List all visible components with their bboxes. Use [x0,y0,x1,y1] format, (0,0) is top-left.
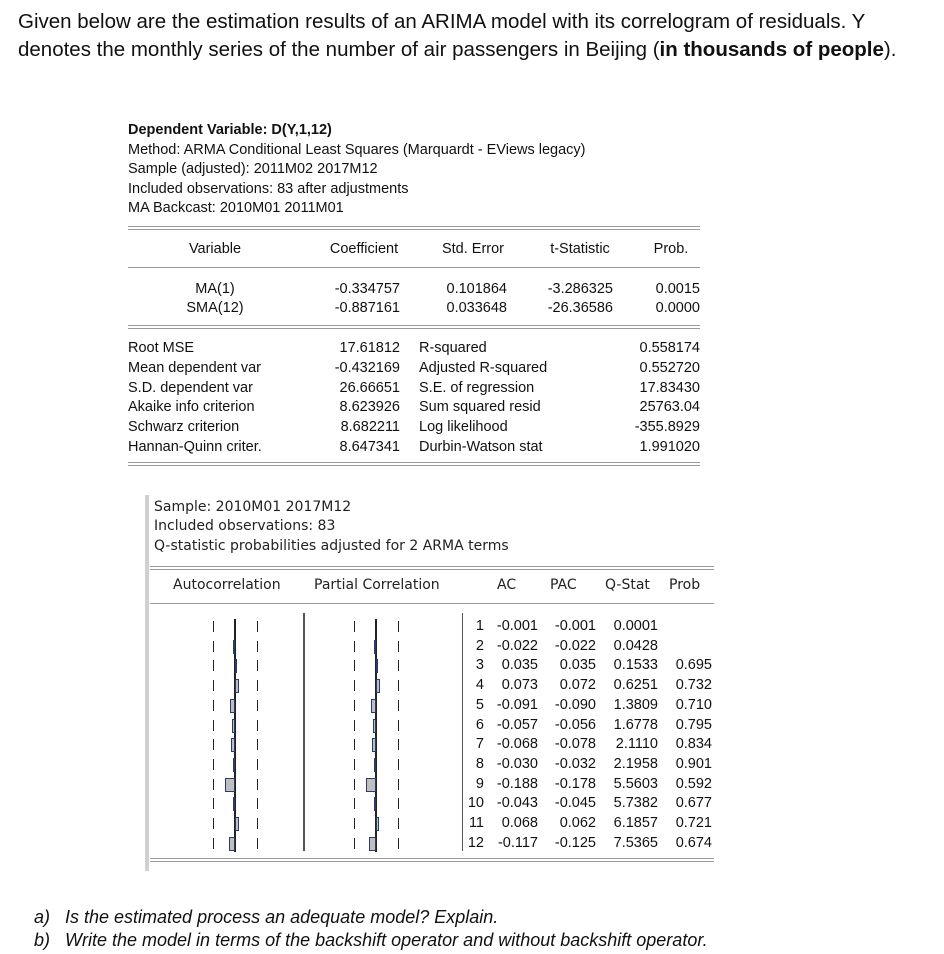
corr-prob: 0.674 [675,834,712,851]
confidence-bound-tick [213,680,214,691]
table-rule-top [128,226,700,227]
corr-ac: -0.188 [496,775,538,792]
confidence-bound-tick [398,779,399,790]
stat-label: Durbin-Watson stat [419,439,543,455]
corr-qstat: 0.0428 [613,637,658,654]
confidence-bound-tick [213,641,214,652]
corr-pac: -0.045 [554,795,596,812]
corr-prob: 0.592 [675,775,712,792]
stat-value: 25763.04 [639,399,700,416]
row-std-error: 0.033648 [446,300,507,316]
corr-prob: 0.677 [675,795,712,812]
row-t-stat: -3.286325 [547,281,613,297]
ac-bar [233,797,235,811]
col-partial-correlation: Partial Correlation [314,577,440,593]
correlogram-separator [303,613,305,851]
question-a: a) Is the estimated process an adequate model? Explain. [34,907,499,927]
correlogram-sample: Sample: 2010M01 2017M12 [154,499,352,515]
confidence-bound-tick [257,680,258,691]
confidence-bound-tick [257,838,258,849]
ac-bar [233,758,235,772]
table-rule-top-2 [128,229,700,230]
stat-value: -355.8929 [634,419,700,436]
stat-value: 8.647341 [339,439,400,455]
corr-rule-top-2 [150,569,714,570]
confidence-bound-tick [354,660,355,671]
corr-prob: 0.732 [675,677,712,694]
row-coefficient: -0.334757 [334,281,400,297]
confidence-bound-tick [398,838,399,849]
corr-lag: 2 [475,637,484,654]
confidence-bound-tick [213,838,214,849]
corr-pac: -0.022 [554,637,596,654]
corr-ac: -0.043 [496,795,538,812]
confidence-bound-tick [213,759,214,770]
col-autocorrelation: Autocorrelation [173,577,281,593]
table-rule-header [128,267,700,268]
dependent-variable: Dependent Variable: D(Y,1,12) [128,122,332,138]
corr-prob: 0.834 [675,736,712,753]
corr-qstat: 7.5365 [613,834,658,851]
ac-bar [232,719,235,733]
corr-lag: 5 [475,696,484,713]
row-t-stat: -26.36586 [547,300,613,316]
corr-lag: 6 [475,716,484,733]
pac-bar [373,719,376,733]
corr-qstat: 1.6778 [613,716,658,733]
confidence-bound-tick [213,779,214,790]
corr-ac: 0.068 [501,815,538,831]
pac-bar [374,758,376,772]
stat-label: Sum squared resid [419,399,541,416]
corr-lag: 1 [475,618,484,634]
corr-qstat: 5.5603 [613,775,658,792]
intro-text-end: ). [883,38,897,61]
corr-prob: 0.695 [675,657,712,674]
corr-qstat: 2.1958 [613,755,658,772]
stat-value: -0.432169 [334,359,400,376]
confidence-bound-tick [354,621,355,632]
ac-bar [233,640,235,654]
pac-bar [369,837,376,851]
ac-bar [225,778,235,792]
col-prob: Prob [669,577,701,593]
confidence-bound-tick [354,641,355,652]
corr-qstat: 0.1533 [613,657,658,674]
stat-label: Log likelihood [419,419,508,436]
corr-pac: -0.125 [554,834,596,851]
corr-pac: -0.001 [554,618,596,634]
correlogram-qstat-note: Q-statistic probabilities adjusted for 2 ARMA terms [154,538,509,554]
row-coefficient: -0.887161 [334,300,400,316]
col-t-statistic: t-Statistic [550,241,610,257]
stat-label: Hannan-Quinn criter. [128,439,262,455]
corr-lag: 11 [468,815,484,831]
confidence-bound-tick [354,818,355,829]
corr-rule-bottom [150,858,714,859]
corr-lag: 8 [475,755,484,772]
table-rule-bottom [128,462,700,463]
corr-pac: -0.090 [554,696,596,713]
confidence-bound-tick [354,759,355,770]
corr-lag: 10 [467,795,484,812]
stat-value: 26.66651 [339,379,400,396]
corr-lag: 4 [475,677,484,694]
row-prob: 0.0015 [655,281,700,297]
col-pac: PAC [550,577,577,593]
table-rule-mid-2 [128,328,700,329]
question-b: b) Write the model in terms of the backshift operator and without backshift operator. [34,930,708,950]
confidence-bound-tick [354,700,355,711]
corr-qstat: 5.7382 [613,795,658,812]
col-ac: AC [497,577,517,593]
corr-rule-top [150,566,714,567]
confidence-bound-tick [398,759,399,770]
pac-bar [374,640,376,654]
corr-ac: -0.091 [496,696,538,713]
confidence-bound-tick [398,700,399,711]
confidence-bound-tick [398,798,399,809]
corr-rule-header [150,603,714,604]
corr-pac: 0.062 [559,815,596,831]
confidence-bound-tick [213,798,214,809]
table-rule-bottom-2 [128,465,700,466]
corr-pac: -0.056 [554,716,596,733]
stat-label: Akaike info criterion [128,399,255,416]
corr-ac: -0.022 [496,637,538,654]
confidence-bound-tick [398,680,399,691]
corr-ac: -0.001 [496,618,538,634]
corr-ac: -0.030 [496,755,538,772]
confidence-bound-tick [398,621,399,632]
corr-qstat: 2.1110 [615,736,658,753]
pac-bar [376,817,379,831]
confidence-bound-tick [398,739,399,750]
confidence-bound-tick [257,818,258,829]
confidence-bound-tick [257,759,258,770]
corr-pac: -0.078 [554,736,596,753]
stat-label: R-squared [419,340,487,356]
confidence-bound-tick [354,779,355,790]
ac-bar [235,659,237,673]
stat-label: Root MSE [128,340,195,356]
estimation-sample: Sample (adjusted): 2011M02 2017M12 [128,161,378,177]
confidence-bound-tick [257,779,258,790]
corr-qstat: 6.1857 [613,815,658,831]
corr-lag: 12 [467,834,484,851]
confidence-bound-tick [354,798,355,809]
corr-rule-bottom-2 [150,861,714,862]
stat-value: 17.61812 [339,340,400,356]
corr-prob: 0.901 [675,755,712,772]
corr-prob: 0.795 [675,716,712,733]
col-qstat: Q-Stat [605,577,650,593]
corr-ac: 0.035 [501,657,538,674]
question-intro [18,8,928,64]
confidence-bound-tick [213,621,214,632]
confidence-bound-tick [213,818,214,829]
col-variable: Variable [188,241,242,257]
col-std-error: Std. Error [441,241,505,257]
ac-bar [235,679,239,693]
corr-pac: -0.032 [554,755,596,772]
stat-value: 8.623926 [339,399,400,416]
corr-qstat: 0.6251 [613,677,658,694]
confidence-bound-tick [257,720,258,731]
estimation-included-obs: Included observations: 83 after adjustments [128,180,409,197]
correlogram-included: Included observations: 83 [154,518,336,534]
corr-ac: -0.117 [497,834,538,851]
estimation-method: Method: ARMA Conditional Least Squares (Marquardt - EViews legacy) [128,141,586,158]
confidence-bound-tick [398,720,399,731]
intro-bold-units: in thousands of people [659,38,884,61]
col-prob: Prob. [653,241,689,257]
estimation-backcast: MA Backcast: 2010M01 2011M01 [128,200,344,216]
pac-bar [376,659,378,673]
confidence-bound-tick [257,739,258,750]
corr-lag: 7 [475,736,484,753]
confidence-bound-tick [257,700,258,711]
stat-label: Mean dependent var [128,359,262,376]
table-rule-mid [128,325,700,326]
corr-lag: 3 [475,657,484,674]
stat-value: 8.682211 [340,419,400,436]
corr-pac: -0.178 [554,775,596,792]
confidence-bound-tick [257,621,258,632]
sub-questions [34,906,708,952]
confidence-bound-tick [213,700,214,711]
confidence-bound-tick [213,720,214,731]
corr-prob: 0.721 [675,815,712,831]
ac-bar [230,699,235,713]
row-variable: MA(1) [195,281,235,297]
confidence-bound-tick [213,739,214,750]
pac-bar [371,699,376,713]
confidence-bound-tick [398,641,399,652]
pac-bar [372,738,376,752]
confidence-bound-tick [398,818,399,829]
row-std-error: 0.101864 [446,281,507,297]
stat-label: S.E. of regression [419,379,535,396]
ac-bar [231,738,235,752]
confidence-bound-tick [354,838,355,849]
ac-bar [229,837,235,851]
corr-ac: 0.073 [501,677,538,694]
confidence-bound-tick [354,680,355,691]
corr-prob: 0.710 [675,696,712,713]
row-variable: SMA(12) [186,300,244,316]
intro-text: Given below are the estimation results of an ARIMA model with its correlogram of residuals. Y denotes the monthly series of the number of air passengers in Beijing ( [18,10,865,61]
corr-pac: 0.072 [559,677,596,694]
corr-lag: 9 [475,775,484,792]
stat-value: 0.558174 [639,340,700,356]
corr-qstat: 1.3809 [613,696,658,713]
confidence-bound-tick [354,720,355,731]
col-coefficient: Coefficient [329,241,399,257]
ac-bar [235,817,239,831]
confidence-bound-tick [398,660,399,671]
estimation-header [128,121,586,219]
pac-bar [374,797,376,811]
stat-value: 1.991020 [639,439,700,455]
confidence-bound-tick [257,660,258,671]
confidence-bound-tick [257,798,258,809]
corr-ac: -0.057 [496,716,538,733]
corr-ac: -0.068 [496,736,538,753]
confidence-bound-tick [257,641,258,652]
stat-label: S.D. dependent var [128,379,253,396]
corr-qstat: 0.0001 [613,618,658,634]
stat-value: 17.83430 [639,379,700,396]
pac-bar [366,778,376,792]
stat-value: 0.552720 [639,359,700,376]
pac-bar [376,679,380,693]
stat-label: Schwarz criterion [128,419,240,436]
stat-label: Adjusted R-squared [419,359,548,376]
confidence-bound-tick [213,660,214,671]
corr-pac: 0.035 [559,657,596,674]
confidence-bound-tick [354,739,355,750]
row-prob: 0.0000 [655,300,700,316]
